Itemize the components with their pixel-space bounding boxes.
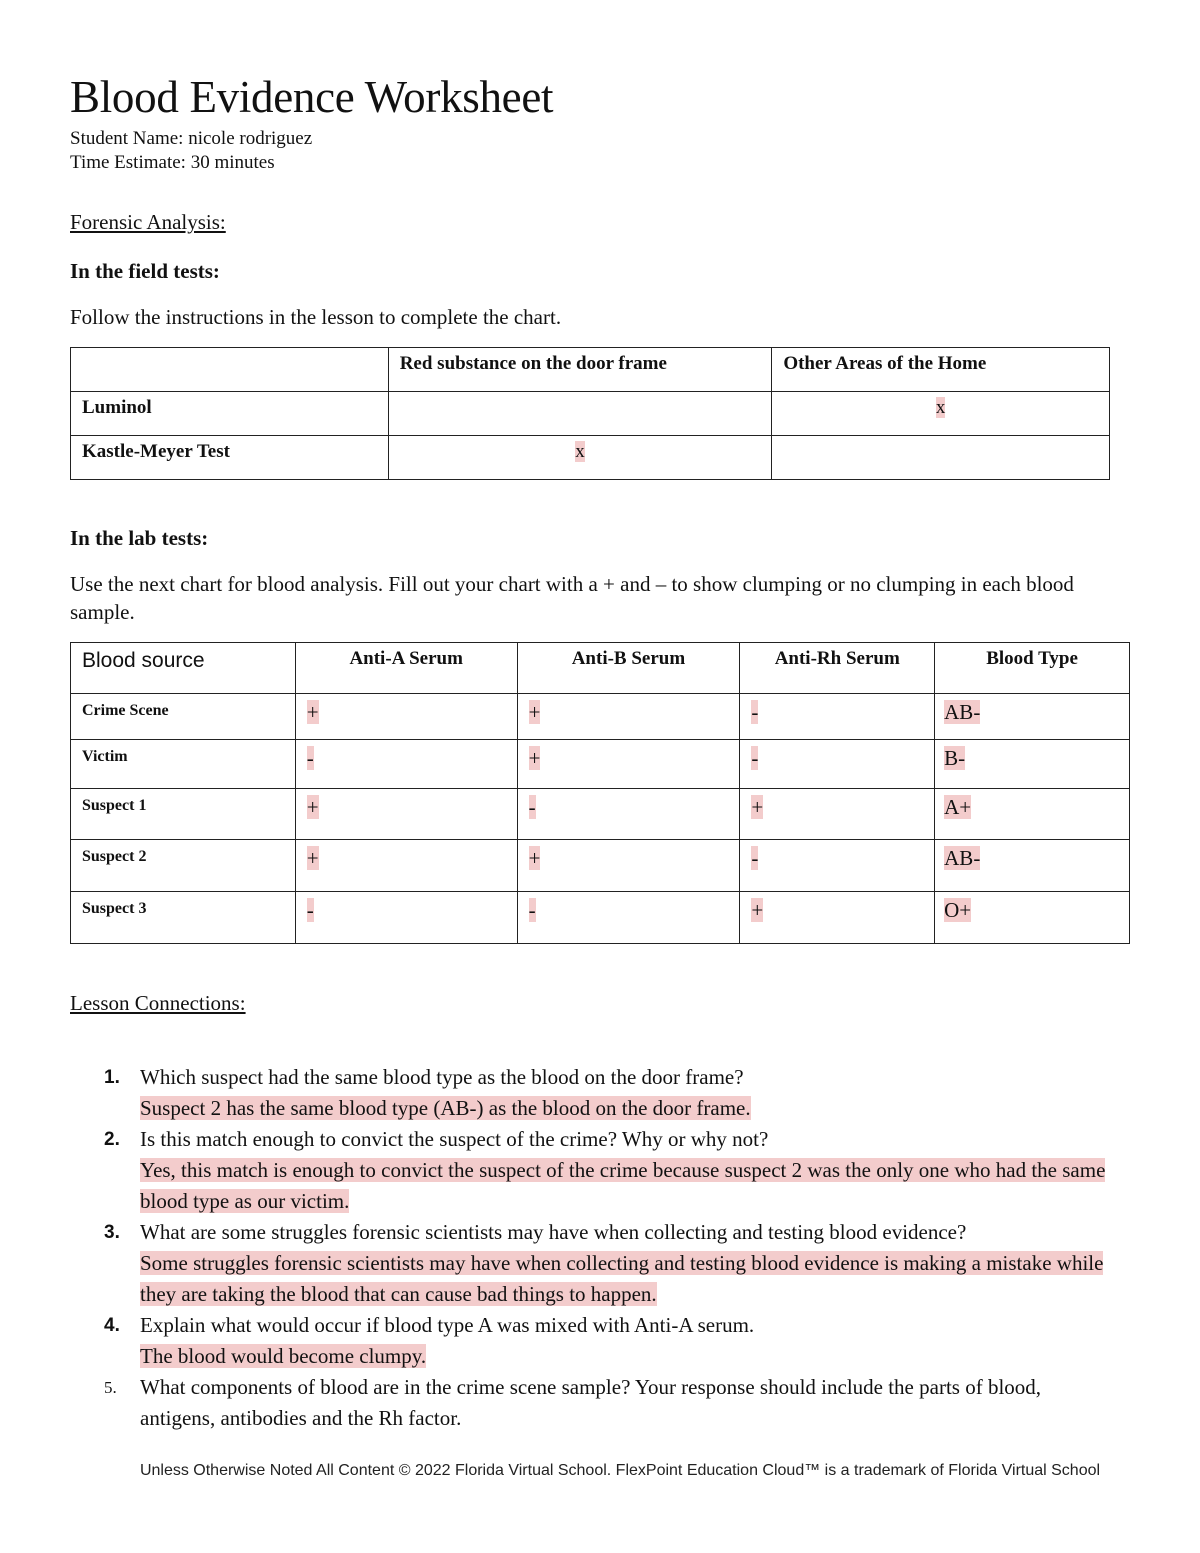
table-cell[interactable] <box>740 740 935 789</box>
table-cell[interactable] <box>295 694 517 740</box>
table-row <box>71 840 1130 892</box>
clumping-result: + <box>528 746 541 770</box>
blood-source-label: Suspect 3 <box>71 892 296 944</box>
table-cell[interactable] <box>517 789 740 840</box>
question-text: What components of blood are in the crime scene sample? Your response should include the parts of blood, antigens, antibodies and the Rh factor. <box>140 1375 1042 1430</box>
blood-type-result: B- <box>944 746 966 770</box>
table-cell[interactable] <box>517 694 740 740</box>
time-estimate-line: Time Estimate: 30 minutes <box>70 152 275 173</box>
table-row <box>71 436 1110 480</box>
table-cell[interactable] <box>388 436 772 480</box>
question-text: Explain what would occur if blood type A was mixed with Anti-A serum. <box>140 1313 755 1337</box>
blood-source-label: Victim <box>71 740 296 789</box>
table-cell[interactable] <box>295 740 517 789</box>
clumping-result: + <box>751 795 764 819</box>
blood-source-label: Suspect 1 <box>71 789 296 840</box>
row-label: Kastle-Meyer Test <box>71 436 389 480</box>
table-cell[interactable] <box>295 789 517 840</box>
field-tests-table <box>70 347 1110 480</box>
blood-type-result: AB- <box>944 700 981 724</box>
answer-text[interactable]: Some struggles forensic scientists may have when collecting and testing blood evidence is making a mistake while they are taking the blood that can cause bad things to happen. <box>140 1251 1104 1306</box>
lesson-questions-list <box>104 1062 1114 1434</box>
table-cell[interactable] <box>935 840 1130 892</box>
table-header-cell: Anti-B Serum <box>517 643 740 694</box>
blood-type-result: O+ <box>944 898 972 922</box>
answer-text[interactable]: The blood would become clumpy. <box>140 1344 427 1368</box>
list-item <box>104 1124 1114 1217</box>
clumping-result: - <box>528 898 536 922</box>
question-number: 1. <box>104 1067 120 1088</box>
clumping-result: + <box>306 795 319 819</box>
table-row <box>71 892 1130 944</box>
table-cell[interactable] <box>295 840 517 892</box>
question-text: Is this match enough to convict the suspect of the crime? Why or why not? <box>140 1127 769 1151</box>
list-item <box>104 1310 1114 1372</box>
table-header-row <box>71 348 1110 392</box>
list-item <box>104 1217 1114 1310</box>
row-label: Luminol <box>71 392 389 436</box>
clumping-result: - <box>528 795 536 819</box>
table-header-cell: Blood source <box>71 643 296 694</box>
table-header-cell: Anti-Rh Serum <box>740 643 935 694</box>
question-number: 2. <box>104 1129 120 1150</box>
question-number: 4. <box>104 1315 120 1336</box>
blood-source-label: Suspect 2 <box>71 840 296 892</box>
clumping-result: + <box>306 846 319 870</box>
list-item <box>104 1372 1114 1434</box>
table-header-cell: Anti-A Serum <box>295 643 517 694</box>
clumping-result: + <box>528 700 541 724</box>
clumping-result: + <box>751 898 764 922</box>
table-header-cell <box>71 348 389 392</box>
student-name-line: Student Name: nicole rodriguez <box>70 128 313 149</box>
clumping-result: - <box>751 746 759 770</box>
answer-text[interactable]: Yes, this match is enough to convict the suspect of the crime because suspect 2 was the only one who had the same blood type as our victim. <box>140 1158 1106 1213</box>
table-header-row <box>71 643 1130 694</box>
question-text: What are some struggles forensic scientists may have when collecting and testing blood evidence? <box>140 1220 967 1244</box>
lab-tests-table <box>70 642 1130 944</box>
blood-source-label: Crime Scene <box>71 694 296 740</box>
table-cell[interactable] <box>772 436 1110 480</box>
clumping-result: - <box>306 746 314 770</box>
lab-tests-instructions: Use the next chart for blood analysis. Fill out your chart with a + and – to show clumping or no clumping in each blood sample. <box>70 572 1074 624</box>
table-row <box>71 694 1130 740</box>
table-cell[interactable] <box>935 740 1130 789</box>
lab-tests-heading: In the lab tests: <box>70 526 209 550</box>
table-row <box>71 740 1130 789</box>
answer-text[interactable]: Suspect 2 has the same blood type (AB-) as the blood on the door frame. <box>140 1096 751 1120</box>
table-cell[interactable] <box>388 392 772 436</box>
table-cell[interactable] <box>935 694 1130 740</box>
table-cell[interactable] <box>517 740 740 789</box>
blood-type-result: AB- <box>944 846 981 870</box>
table-cell[interactable] <box>740 840 935 892</box>
question-number: 3. <box>104 1222 120 1243</box>
question-number: 5. <box>104 1378 117 1397</box>
clumping-result: - <box>751 846 759 870</box>
table-cell[interactable] <box>740 694 935 740</box>
table-cell[interactable] <box>517 840 740 892</box>
clumping-result: - <box>751 700 759 724</box>
clumping-result: - <box>306 898 314 922</box>
lesson-connections-heading: Lesson Connections: <box>70 991 246 1015</box>
question-text: Which suspect had the same blood type as the blood on the door frame? <box>140 1065 744 1089</box>
test-result-mark: x <box>575 441 585 462</box>
table-cell[interactable] <box>295 892 517 944</box>
field-tests-instructions: Follow the instructions in the lesson to complete the chart. <box>70 305 562 329</box>
field-tests-heading: In the field tests: <box>70 259 220 283</box>
table-cell[interactable] <box>740 892 935 944</box>
forensic-analysis-heading: Forensic Analysis: <box>70 210 226 234</box>
blood-type-result: A+ <box>944 795 972 819</box>
list-item <box>104 1062 1114 1124</box>
table-row <box>71 789 1130 840</box>
table-cell[interactable] <box>772 392 1110 436</box>
clumping-result: + <box>528 846 541 870</box>
table-cell[interactable] <box>740 789 935 840</box>
page-title: Blood Evidence Worksheet <box>70 72 554 122</box>
table-cell[interactable] <box>935 789 1130 840</box>
clumping-result: + <box>306 700 319 724</box>
table-row <box>71 392 1110 436</box>
footer-copyright: Unless Otherwise Noted All Content © 2022 Florida Virtual School. FlexPoint Education Cloud™ is a trademark of Florida Virtual School <box>139 1462 1101 1479</box>
test-result-mark: x <box>935 397 946 418</box>
table-cell[interactable] <box>935 892 1130 944</box>
table-header-cell: Red substance on the door frame <box>388 348 772 392</box>
table-header-cell: Other Areas of the Home <box>772 348 1110 392</box>
table-header-cell: Blood Type <box>935 643 1130 694</box>
table-cell[interactable] <box>517 892 740 944</box>
